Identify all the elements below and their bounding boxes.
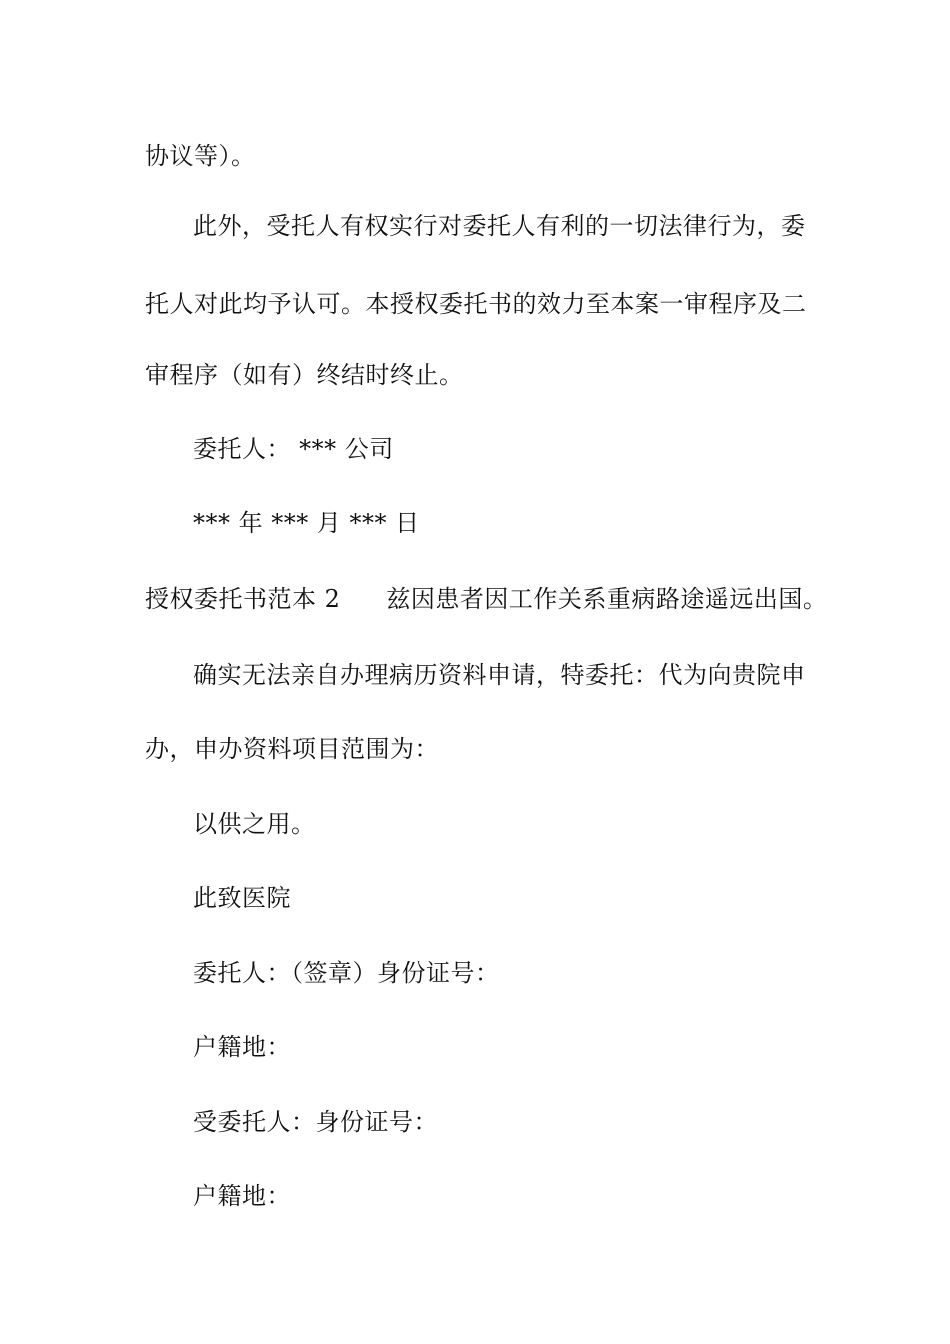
section-lead-text: 兹因患者因工作关系重病路途遥远出国。 — [386, 585, 828, 613]
date-line: *** 年 *** 月 *** 日 — [193, 509, 420, 537]
paragraph-line: 托人对此均予认可。本授权委托书的效力至本案一审程序及二 — [145, 290, 807, 318]
paragraph-line: 以供之用。 — [193, 810, 316, 838]
form-field-line: 户籍地： — [193, 1033, 291, 1061]
signature-line: 委托人： *** 公司 — [193, 435, 394, 463]
form-field-line: 受委托人：身份证号： — [193, 1108, 438, 1136]
paragraph-line: 确实无法亲自办理病历资料申请，特委托：代为向贵院申 — [193, 661, 806, 689]
form-field-line: 委托人：（签章）身份证号： — [193, 959, 500, 987]
paragraph-line: 此致医院 — [193, 884, 291, 912]
paragraph-line: 协议等）。 — [145, 142, 256, 170]
paragraph-line: 审程序（如有）终结时终止。 — [145, 361, 464, 389]
paragraph-line: 此外，受托人有权实行对委托人有利的一切法律行为，委 — [193, 212, 806, 240]
section-title-line — [145, 584, 827, 614]
paragraph-line: 办，申办资料项目范围为： — [145, 735, 439, 763]
form-field-line: 户籍地： — [193, 1182, 291, 1210]
section-title: 授权委托书范本 2 — [145, 585, 341, 613]
